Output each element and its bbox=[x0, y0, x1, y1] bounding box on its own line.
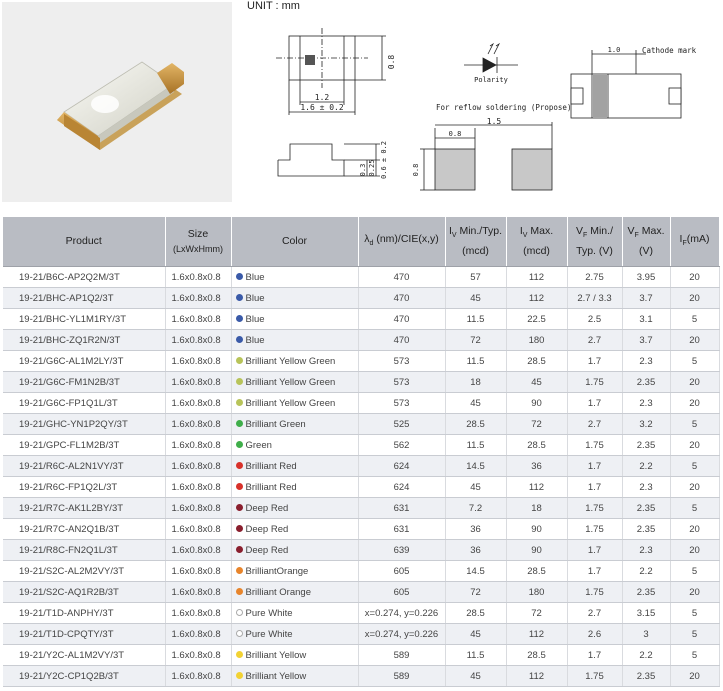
cell-color bbox=[231, 393, 358, 414]
cell-if: 20 bbox=[670, 267, 719, 288]
cell-color bbox=[231, 561, 358, 582]
cell-product: 19-21/S2C-AL2M2VY/3T bbox=[3, 561, 165, 582]
cell-product: 19-21/G6C-FM1N2B/3T bbox=[3, 372, 165, 393]
cell-vf-min: 1.7 bbox=[567, 393, 622, 414]
table-row bbox=[3, 414, 719, 435]
cell-size: 1.6x0.8x0.8 bbox=[165, 498, 231, 519]
cell-vf-min: 1.7 bbox=[567, 456, 622, 477]
cell-if: 20 bbox=[670, 582, 719, 603]
table-row bbox=[3, 477, 719, 498]
cell-iv-max: 90 bbox=[506, 393, 567, 414]
color-label: Brilliant Yellow Green bbox=[245, 397, 336, 409]
cell-wavelength: 562 bbox=[358, 435, 445, 456]
table-row bbox=[3, 498, 719, 519]
color-dot-icon bbox=[236, 336, 243, 343]
cell-iv-min: 11.5 bbox=[445, 435, 506, 456]
cell-vf-max: 3.1 bbox=[622, 309, 670, 330]
cell-product: 19-21/T1D-ANPHY/3T bbox=[3, 603, 165, 624]
cell-vf-max: 3.95 bbox=[622, 267, 670, 288]
cell-size: 1.6x0.8x0.8 bbox=[165, 330, 231, 351]
cell-iv-min: 36 bbox=[445, 519, 506, 540]
cell-iv-min: 45 bbox=[445, 666, 506, 687]
cell-iv-min: 72 bbox=[445, 330, 506, 351]
product-photo bbox=[2, 2, 232, 202]
dim-side-a: 0.3 bbox=[359, 163, 367, 177]
cell-if: 5 bbox=[670, 645, 719, 666]
color-label: Brilliant Red bbox=[245, 481, 297, 493]
header-iv-max: $I_V$ Max. (mcd) bbox=[506, 217, 567, 267]
color-label: Brilliant Yellow bbox=[245, 670, 307, 682]
cell-wavelength: 573 bbox=[358, 372, 445, 393]
cell-wavelength: 573 bbox=[358, 351, 445, 372]
dim-top-outer: 1.6 ± 0.2 bbox=[300, 103, 344, 112]
cell-vf-max: 3.2 bbox=[622, 414, 670, 435]
cell-iv-max: 90 bbox=[506, 519, 567, 540]
color-dot-icon bbox=[236, 588, 243, 595]
cell-if: 5 bbox=[670, 456, 719, 477]
color-label: Brilliant Yellow Green bbox=[245, 355, 336, 367]
table-row bbox=[3, 603, 719, 624]
color-dot-icon bbox=[236, 441, 243, 448]
table-row bbox=[3, 645, 719, 666]
cell-color bbox=[231, 666, 358, 687]
cell-product: 19-21/T1D-CPQTY/3T bbox=[3, 624, 165, 645]
cell-if: 20 bbox=[670, 372, 719, 393]
cell-vf-min: 1.75 bbox=[567, 666, 622, 687]
cell-vf-min: 1.7 bbox=[567, 351, 622, 372]
cell-size: 1.6x0.8x0.8 bbox=[165, 414, 231, 435]
dim-side-c: 0.25 bbox=[368, 159, 376, 177]
cell-iv-min: 18 bbox=[445, 372, 506, 393]
color-label: Brilliant Yellow bbox=[245, 649, 307, 661]
cell-color bbox=[231, 582, 358, 603]
cell-iv-max: 112 bbox=[506, 267, 567, 288]
cathode-mark bbox=[593, 75, 607, 117]
color-dot-icon bbox=[236, 294, 243, 301]
cell-iv-max: 180 bbox=[506, 330, 567, 351]
header-size: Size (LxWxHmm) bbox=[165, 217, 231, 267]
cell-product: 19-21/Y2C-CP1Q2B/3T bbox=[3, 666, 165, 687]
cell-vf-max: 2.2 bbox=[622, 645, 670, 666]
cell-iv-min: 57 bbox=[445, 267, 506, 288]
cell-if: 20 bbox=[670, 330, 719, 351]
color-dot-icon bbox=[236, 399, 243, 406]
dim-top-height: 0.8 bbox=[387, 54, 396, 70]
cell-product: 19-21/BHC-AP1Q2/3T bbox=[3, 288, 165, 309]
color-label: Deep Red bbox=[245, 502, 289, 514]
color-label: Brilliant Orange bbox=[245, 586, 311, 598]
cell-vf-min: 1.75 bbox=[567, 519, 622, 540]
cell-size: 1.6x0.8x0.8 bbox=[165, 582, 231, 603]
color-dot-icon bbox=[236, 273, 243, 280]
cell-vf-max: 3.7 bbox=[622, 288, 670, 309]
table-row bbox=[3, 561, 719, 582]
color-dot-icon bbox=[236, 609, 243, 616]
cell-wavelength: 589 bbox=[358, 666, 445, 687]
cell-vf-min: 2.7 bbox=[567, 330, 622, 351]
table-row bbox=[3, 288, 719, 309]
header-color: Color bbox=[231, 217, 358, 267]
cell-color bbox=[231, 498, 358, 519]
cell-product: 19-21/GPC-FL1M2B/3T bbox=[3, 435, 165, 456]
cell-product: 19-21/BHC-ZQ1R2N/3T bbox=[3, 330, 165, 351]
cell-wavelength: 639 bbox=[358, 540, 445, 561]
cell-vf-min: 1.7 bbox=[567, 645, 622, 666]
color-label: Pure White bbox=[245, 628, 293, 640]
cell-vf-min: 1.7 bbox=[567, 540, 622, 561]
top-view-outline bbox=[276, 28, 386, 115]
cell-iv-min: 45 bbox=[445, 624, 506, 645]
cell-wavelength: 631 bbox=[358, 519, 445, 540]
cell-iv-max: 72 bbox=[506, 603, 567, 624]
cell-color bbox=[231, 519, 358, 540]
cell-vf-min: 2.7 bbox=[567, 603, 622, 624]
cell-product: 19-21/Y2C-AL1M2VY/3T bbox=[3, 645, 165, 666]
cell-wavelength: x=0.274, y=0.226 bbox=[358, 603, 445, 624]
cell-vf-max: 2.35 bbox=[622, 666, 670, 687]
cell-size: 1.6x0.8x0.8 bbox=[165, 309, 231, 330]
color-dot-icon bbox=[236, 567, 243, 574]
cell-vf-min: 2.7 / 3.3 bbox=[567, 288, 622, 309]
cell-wavelength: 624 bbox=[358, 456, 445, 477]
cell-vf-min: 1.7 bbox=[567, 561, 622, 582]
cell-wavelength: 573 bbox=[358, 393, 445, 414]
cell-size: 1.6x0.8x0.8 bbox=[165, 435, 231, 456]
cell-product: 19-21/R7C-AK1L2BY/3T bbox=[3, 498, 165, 519]
cell-vf-min: 1.75 bbox=[567, 435, 622, 456]
unit-label: UNIT : mm bbox=[247, 0, 300, 12]
cell-if: 20 bbox=[670, 519, 719, 540]
color-label: Pure White bbox=[245, 607, 293, 619]
cell-product: 19-21/R7C-AN2Q1B/3T bbox=[3, 519, 165, 540]
cathode-mark-view bbox=[571, 50, 681, 118]
cell-color bbox=[231, 267, 358, 288]
cell-wavelength: 589 bbox=[358, 645, 445, 666]
cell-size: 1.6x0.8x0.8 bbox=[165, 372, 231, 393]
cell-iv-min: 45 bbox=[445, 393, 506, 414]
cell-vf-max: 2.2 bbox=[622, 456, 670, 477]
dim-cathode: 1.0 bbox=[607, 46, 621, 54]
cell-product: 19-21/B6C-AP2Q2M/3T bbox=[3, 267, 165, 288]
dim-pad-total: 1.5 bbox=[486, 117, 502, 126]
table-row bbox=[3, 267, 719, 288]
cell-if: 20 bbox=[670, 477, 719, 498]
cell-vf-max: 3 bbox=[622, 624, 670, 645]
cell-color bbox=[231, 645, 358, 666]
cell-color bbox=[231, 603, 358, 624]
cell-iv-min: 45 bbox=[445, 477, 506, 498]
table-row bbox=[3, 372, 719, 393]
cell-iv-min: 72 bbox=[445, 582, 506, 603]
led-spec-table bbox=[3, 217, 720, 687]
cell-iv-max: 28.5 bbox=[506, 561, 567, 582]
cell-iv-min: 28.5 bbox=[445, 414, 506, 435]
cell-if: 5 bbox=[670, 603, 719, 624]
reflow-title: For reflow soldering (Propose) bbox=[436, 103, 572, 112]
cell-if: 5 bbox=[670, 414, 719, 435]
cell-iv-max: 28.5 bbox=[506, 645, 567, 666]
cell-wavelength: x=0.274, y=0.226 bbox=[358, 624, 445, 645]
color-dot-icon bbox=[236, 357, 243, 364]
cell-iv-max: 90 bbox=[506, 540, 567, 561]
cell-iv-max: 112 bbox=[506, 624, 567, 645]
cell-color bbox=[231, 288, 358, 309]
cell-size: 1.6x0.8x0.8 bbox=[165, 603, 231, 624]
color-label: Brilliant Red bbox=[245, 460, 297, 472]
cell-vf-max: 2.3 bbox=[622, 477, 670, 498]
color-dot-icon bbox=[236, 546, 243, 553]
cell-size: 1.6x0.8x0.8 bbox=[165, 393, 231, 414]
cell-size: 1.6x0.8x0.8 bbox=[165, 666, 231, 687]
cell-size: 1.6x0.8x0.8 bbox=[165, 519, 231, 540]
color-label: Blue bbox=[245, 271, 265, 283]
smd-led-illustration bbox=[2, 2, 232, 202]
table-row bbox=[3, 435, 719, 456]
color-label: Blue bbox=[245, 313, 265, 325]
header-vf-min: $V_F$ Min./ Typ. (V) bbox=[567, 217, 622, 267]
cell-iv-max: 18 bbox=[506, 498, 567, 519]
color-dot-icon bbox=[236, 315, 243, 322]
cell-iv-max: 45 bbox=[506, 372, 567, 393]
color-dot-icon bbox=[236, 630, 243, 637]
polarity-label: Polarity bbox=[474, 76, 508, 84]
table-row bbox=[3, 582, 719, 603]
cell-if: 20 bbox=[670, 393, 719, 414]
cell-if: 20 bbox=[670, 540, 719, 561]
cell-iv-min: 14.5 bbox=[445, 456, 506, 477]
cell-if: 5 bbox=[670, 309, 719, 330]
cell-size: 1.6x0.8x0.8 bbox=[165, 351, 231, 372]
cell-iv-min: 11.5 bbox=[445, 351, 506, 372]
dim-pad-width: 0.8 bbox=[448, 130, 462, 138]
color-dot-icon bbox=[236, 462, 243, 469]
cathode-mark-label: Cathode mark bbox=[642, 46, 697, 55]
polarity-symbol bbox=[464, 44, 518, 73]
cell-wavelength: 470 bbox=[358, 330, 445, 351]
cell-iv-max: 180 bbox=[506, 582, 567, 603]
cell-vf-max: 2.35 bbox=[622, 498, 670, 519]
cell-color bbox=[231, 372, 358, 393]
color-label: Deep Red bbox=[245, 523, 289, 535]
cell-size: 1.6x0.8x0.8 bbox=[165, 456, 231, 477]
cell-color bbox=[231, 456, 358, 477]
cell-product: 19-21/R6C-FP1Q2L/3T bbox=[3, 477, 165, 498]
color-dot-icon bbox=[236, 672, 243, 679]
cell-wavelength: 470 bbox=[358, 288, 445, 309]
cell-size: 1.6x0.8x0.8 bbox=[165, 477, 231, 498]
table-header-row bbox=[3, 217, 719, 267]
cell-size: 1.6x0.8x0.8 bbox=[165, 267, 231, 288]
cell-iv-max: 112 bbox=[506, 477, 567, 498]
package-dimension-drawing bbox=[240, 10, 723, 206]
cell-iv-min: 11.5 bbox=[445, 309, 506, 330]
table-row bbox=[3, 309, 719, 330]
cell-iv-max: 28.5 bbox=[506, 435, 567, 456]
header-iv-min: $I_V$ Min./Typ. (mcd) bbox=[445, 217, 506, 267]
table-row bbox=[3, 393, 719, 414]
cell-if: 20 bbox=[670, 435, 719, 456]
table-row bbox=[3, 351, 719, 372]
cell-vf-min: 2.6 bbox=[567, 624, 622, 645]
cell-wavelength: 470 bbox=[358, 309, 445, 330]
table-row bbox=[3, 456, 719, 477]
cell-color bbox=[231, 330, 358, 351]
cell-vf-max: 2.2 bbox=[622, 561, 670, 582]
cell-iv-max: 72 bbox=[506, 414, 567, 435]
cell-vf-max: 3.7 bbox=[622, 330, 670, 351]
color-label: Brilliant Yellow Green bbox=[245, 376, 336, 388]
cell-vf-max: 2.35 bbox=[622, 582, 670, 603]
cell-product: 19-21/R6C-AL2N1VY/3T bbox=[3, 456, 165, 477]
cell-vf-min: 1.7 bbox=[567, 477, 622, 498]
cell-vf-min: 2.7 bbox=[567, 414, 622, 435]
chip-die bbox=[305, 55, 315, 65]
cell-vf-max: 2.35 bbox=[622, 519, 670, 540]
cell-color bbox=[231, 309, 358, 330]
cell-iv-max: 112 bbox=[506, 666, 567, 687]
header-wavelength: $\lambda_d$ (nm)/CIE(x,y) bbox=[358, 217, 445, 267]
cell-wavelength: 470 bbox=[358, 267, 445, 288]
cell-product: 19-21/S2C-AQ1R2B/3T bbox=[3, 582, 165, 603]
cell-vf-min: 1.75 bbox=[567, 498, 622, 519]
cell-iv-min: 7.2 bbox=[445, 498, 506, 519]
cell-size: 1.6x0.8x0.8 bbox=[165, 288, 231, 309]
cell-color bbox=[231, 414, 358, 435]
cell-iv-min: 14.5 bbox=[445, 561, 506, 582]
header-product: Product bbox=[3, 217, 165, 267]
cell-vf-max: 2.35 bbox=[622, 435, 670, 456]
cell-iv-min: 28.5 bbox=[445, 603, 506, 624]
cell-product: 19-21/R8C-FN2Q1L/3T bbox=[3, 540, 165, 561]
color-label: BrilliantOrange bbox=[245, 565, 309, 577]
cell-size: 1.6x0.8x0.8 bbox=[165, 540, 231, 561]
dim-top-inner: 1.2 bbox=[314, 93, 330, 102]
cell-vf-max: 3.15 bbox=[622, 603, 670, 624]
cell-size: 1.6x0.8x0.8 bbox=[165, 561, 231, 582]
cell-if: 5 bbox=[670, 561, 719, 582]
cell-color bbox=[231, 477, 358, 498]
cell-wavelength: 605 bbox=[358, 561, 445, 582]
cell-color bbox=[231, 540, 358, 561]
cell-iv-max: 28.5 bbox=[506, 351, 567, 372]
dim-side-b: 0.6 ± 0.2 bbox=[380, 141, 388, 179]
reflow-pad-layout bbox=[420, 122, 552, 190]
cell-iv-max: 22.5 bbox=[506, 309, 567, 330]
cell-vf-max: 2.3 bbox=[622, 540, 670, 561]
cell-product: 19-21/GHC-YN1P2QY/3T bbox=[3, 414, 165, 435]
color-dot-icon bbox=[236, 651, 243, 658]
cell-if: 5 bbox=[670, 498, 719, 519]
header-vf-max: $V_F$ Max. (V) bbox=[622, 217, 670, 267]
header-if: $I_F(mA)$ bbox=[670, 217, 719, 267]
cell-wavelength: 631 bbox=[358, 498, 445, 519]
color-dot-icon bbox=[236, 525, 243, 532]
cell-color bbox=[231, 624, 358, 645]
color-dot-icon bbox=[236, 378, 243, 385]
cell-vf-min: 2.5 bbox=[567, 309, 622, 330]
cell-vf-min: 1.75 bbox=[567, 372, 622, 393]
cell-iv-min: 45 bbox=[445, 288, 506, 309]
cell-iv-max: 36 bbox=[506, 456, 567, 477]
table-row bbox=[3, 540, 719, 561]
cell-product: 19-21/G6C-AL1M2LY/3T bbox=[3, 351, 165, 372]
cell-wavelength: 624 bbox=[358, 477, 445, 498]
table-row bbox=[3, 624, 719, 645]
dim-pad-height: 0.8 bbox=[412, 163, 420, 177]
cell-vf-max: 2.3 bbox=[622, 351, 670, 372]
cell-vf-max: 2.3 bbox=[622, 393, 670, 414]
cell-color bbox=[231, 351, 358, 372]
cell-wavelength: 525 bbox=[358, 414, 445, 435]
cell-vf-min: 1.75 bbox=[567, 582, 622, 603]
color-label: Green bbox=[245, 439, 272, 451]
cell-size: 1.6x0.8x0.8 bbox=[165, 624, 231, 645]
cell-product: 19-21/G6C-FP1Q1L/3T bbox=[3, 393, 165, 414]
cell-if: 20 bbox=[670, 666, 719, 687]
table-row bbox=[3, 330, 719, 351]
color-label: Blue bbox=[245, 334, 265, 346]
color-label: Deep Red bbox=[245, 544, 289, 556]
cell-iv-min: 11.5 bbox=[445, 645, 506, 666]
cell-if: 5 bbox=[670, 624, 719, 645]
color-label: Blue bbox=[245, 292, 265, 304]
cell-size: 1.6x0.8x0.8 bbox=[165, 645, 231, 666]
cell-wavelength: 605 bbox=[358, 582, 445, 603]
cell-if: 5 bbox=[670, 351, 719, 372]
color-dot-icon bbox=[236, 420, 243, 427]
table-body bbox=[3, 267, 719, 687]
cell-product: 19-21/BHC-YL1M1RY/3T bbox=[3, 309, 165, 330]
cell-if: 20 bbox=[670, 288, 719, 309]
color-dot-icon bbox=[236, 504, 243, 511]
table-row bbox=[3, 666, 719, 687]
table-row bbox=[3, 519, 719, 540]
cell-vf-min: 2.75 bbox=[567, 267, 622, 288]
cell-vf-max: 2.35 bbox=[622, 372, 670, 393]
cell-iv-min: 36 bbox=[445, 540, 506, 561]
color-label: Brilliant Green bbox=[245, 418, 306, 430]
color-dot-icon bbox=[236, 483, 243, 490]
cell-iv-max: 112 bbox=[506, 288, 567, 309]
cell-color bbox=[231, 435, 358, 456]
